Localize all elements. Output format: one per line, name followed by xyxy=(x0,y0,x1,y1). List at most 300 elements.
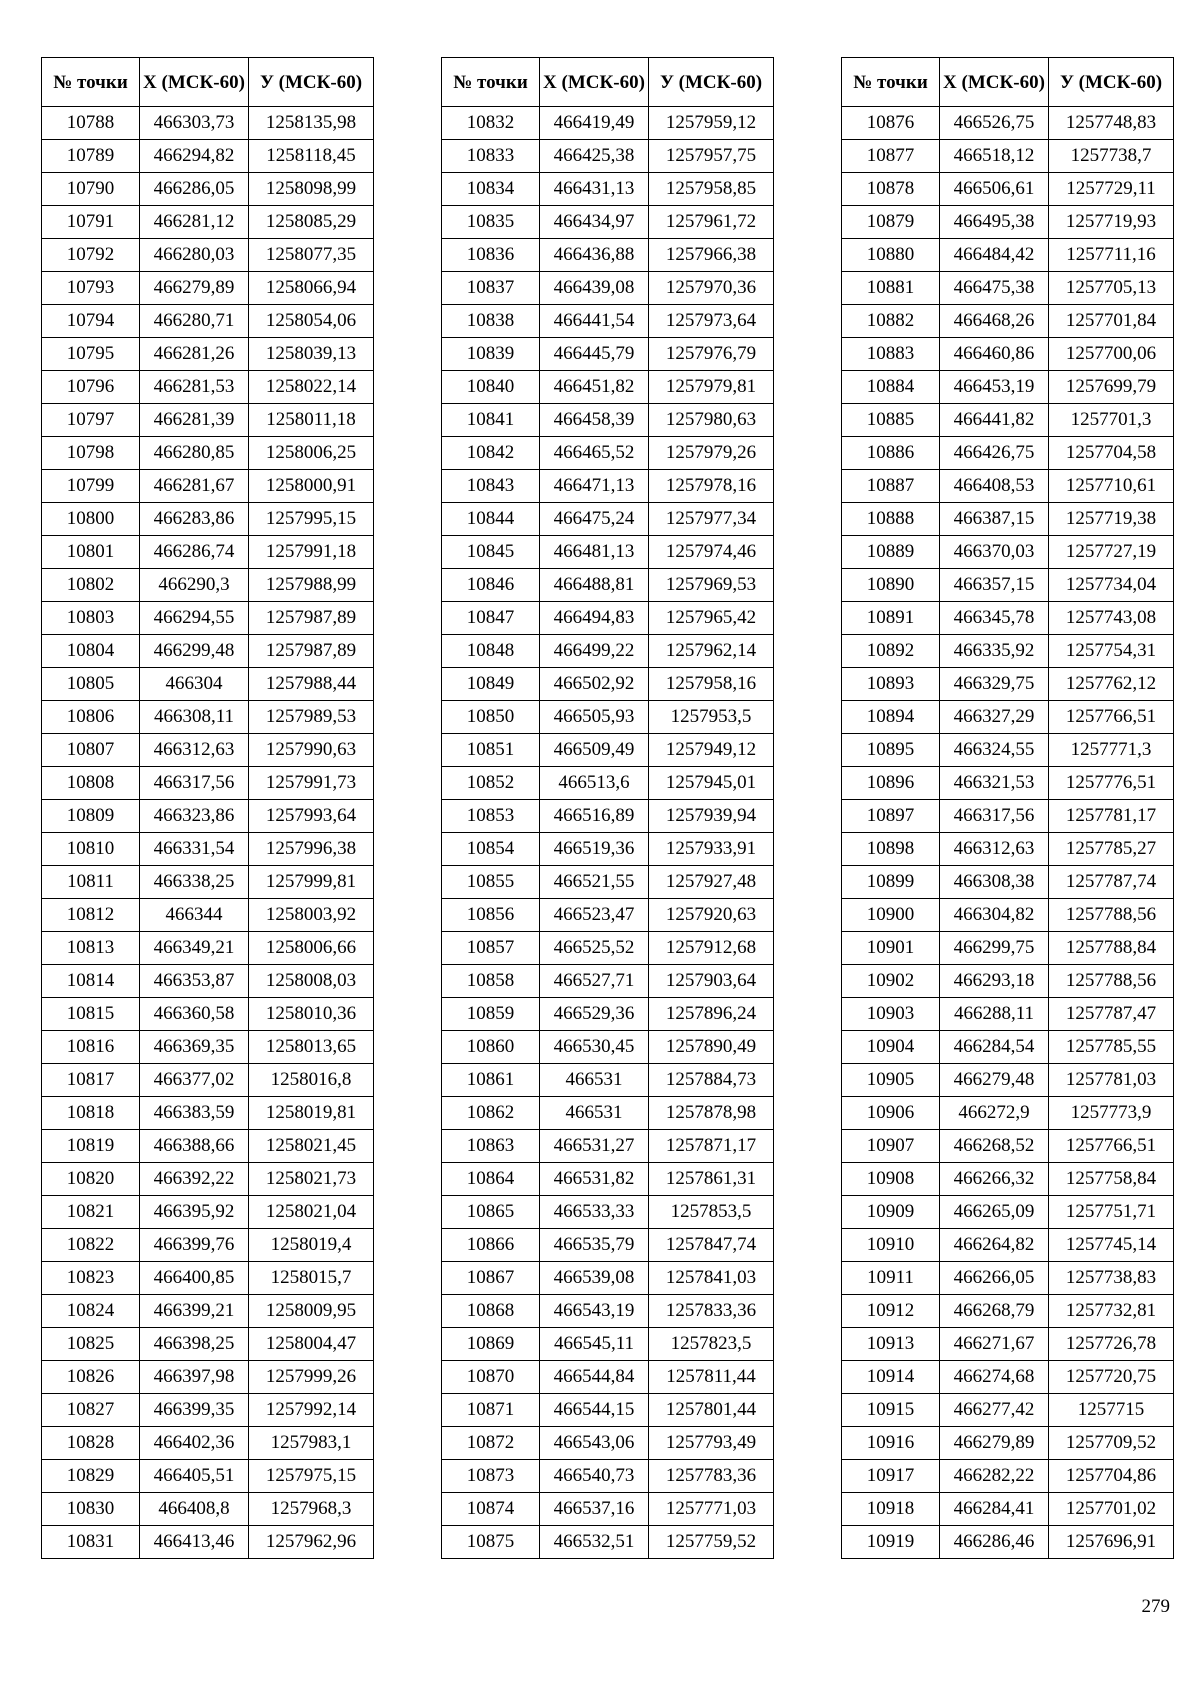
y-coordinate-cell: 1257999,26 xyxy=(249,1361,374,1394)
point-number-cell: 10882 xyxy=(842,305,940,338)
y-coordinate-cell: 1257853,5 xyxy=(649,1196,774,1229)
x-coordinate-cell: 466475,24 xyxy=(540,503,649,536)
y-coordinate-cell: 1257787,74 xyxy=(1049,866,1174,899)
point-number-cell: 10830 xyxy=(42,1493,140,1526)
y-coordinate-cell: 1257793,49 xyxy=(649,1427,774,1460)
x-coordinate-cell: 466539,08 xyxy=(540,1262,649,1295)
table-row xyxy=(442,1262,774,1295)
point-number-cell: 10908 xyxy=(842,1163,940,1196)
x-coordinate-cell: 466308,38 xyxy=(940,866,1049,899)
point-number-cell: 10904 xyxy=(842,1031,940,1064)
x-coordinate-cell: 466439,08 xyxy=(540,272,649,305)
coordinates-table-2 xyxy=(441,57,774,1559)
x-coordinate-cell: 466451,82 xyxy=(540,371,649,404)
table-row xyxy=(442,272,774,305)
point-number-cell: 10795 xyxy=(42,338,140,371)
y-coordinate-cell: 1258054,06 xyxy=(249,305,374,338)
point-number-cell: 10792 xyxy=(42,239,140,272)
header-point-number: № точки xyxy=(842,58,940,107)
y-coordinate-cell: 1257801,44 xyxy=(649,1394,774,1427)
y-coordinate-cell: 1258019,4 xyxy=(249,1229,374,1262)
y-coordinate-cell: 1257711,16 xyxy=(1049,239,1174,272)
y-coordinate-cell: 1258077,35 xyxy=(249,239,374,272)
y-coordinate-cell: 1257833,36 xyxy=(649,1295,774,1328)
table-row xyxy=(442,1493,774,1526)
y-coordinate-cell: 1257700,06 xyxy=(1049,338,1174,371)
table-row xyxy=(842,1394,1174,1427)
y-coordinate-cell: 1258006,66 xyxy=(249,932,374,965)
x-coordinate-cell: 466288,11 xyxy=(940,998,1049,1031)
point-number-cell: 10824 xyxy=(42,1295,140,1328)
y-coordinate-cell: 1257993,64 xyxy=(249,800,374,833)
table-row xyxy=(842,998,1174,1031)
y-coordinate-cell: 1257990,63 xyxy=(249,734,374,767)
y-coordinate-cell: 1257715 xyxy=(1049,1394,1174,1427)
table-row xyxy=(42,107,374,140)
table-row xyxy=(42,998,374,1031)
y-coordinate-cell: 1258118,45 xyxy=(249,140,374,173)
y-coordinate-cell: 1257704,86 xyxy=(1049,1460,1174,1493)
x-coordinate-cell: 466294,82 xyxy=(140,140,249,173)
x-coordinate-cell: 466441,82 xyxy=(940,404,1049,437)
point-number-cell: 10829 xyxy=(42,1460,140,1493)
y-coordinate-cell: 1257861,31 xyxy=(649,1163,774,1196)
table-row xyxy=(42,833,374,866)
point-number-cell: 10913 xyxy=(842,1328,940,1361)
table-row xyxy=(442,1196,774,1229)
point-number-cell: 10802 xyxy=(42,569,140,602)
point-number-cell: 10855 xyxy=(442,866,540,899)
y-coordinate-cell: 1257987,89 xyxy=(249,635,374,668)
y-coordinate-cell: 1257738,83 xyxy=(1049,1262,1174,1295)
point-number-cell: 10825 xyxy=(42,1328,140,1361)
point-number-cell: 10810 xyxy=(42,833,140,866)
point-number-cell: 10841 xyxy=(442,404,540,437)
point-number-cell: 10893 xyxy=(842,668,940,701)
y-coordinate-cell: 1258000,91 xyxy=(249,470,374,503)
y-coordinate-cell: 1257961,72 xyxy=(649,206,774,239)
point-number-cell: 10900 xyxy=(842,899,940,932)
table-row xyxy=(842,734,1174,767)
table-row xyxy=(842,1196,1174,1229)
table-row xyxy=(842,833,1174,866)
x-coordinate-cell: 466405,51 xyxy=(140,1460,249,1493)
point-number-cell: 10809 xyxy=(42,800,140,833)
point-number-cell: 10803 xyxy=(42,602,140,635)
table-row xyxy=(842,1097,1174,1130)
y-coordinate-cell: 1257788,56 xyxy=(1049,965,1174,998)
x-coordinate-cell: 466545,11 xyxy=(540,1328,649,1361)
x-coordinate-cell: 466321,53 xyxy=(940,767,1049,800)
x-coordinate-cell: 466327,29 xyxy=(940,701,1049,734)
x-coordinate-cell: 466274,68 xyxy=(940,1361,1049,1394)
table-row xyxy=(442,107,774,140)
table-row xyxy=(42,569,374,602)
table-row xyxy=(842,899,1174,932)
table-row xyxy=(442,998,774,1031)
point-number-cell: 10801 xyxy=(42,536,140,569)
x-coordinate-cell: 466436,88 xyxy=(540,239,649,272)
y-coordinate-cell: 1257965,42 xyxy=(649,602,774,635)
point-number-cell: 10894 xyxy=(842,701,940,734)
y-coordinate-cell: 1258098,99 xyxy=(249,173,374,206)
x-coordinate-cell: 466303,73 xyxy=(140,107,249,140)
x-coordinate-cell: 466431,13 xyxy=(540,173,649,206)
table-row xyxy=(42,371,374,404)
table-row xyxy=(42,1526,374,1559)
table-row xyxy=(42,734,374,767)
y-coordinate-cell: 1257758,84 xyxy=(1049,1163,1174,1196)
table-row xyxy=(442,1361,774,1394)
table-row xyxy=(442,1295,774,1328)
header-x-coordinate: Х (МСК-60) xyxy=(540,58,649,107)
x-coordinate-cell: 466531 xyxy=(540,1064,649,1097)
table-row xyxy=(42,1394,374,1427)
x-coordinate-cell: 466460,86 xyxy=(940,338,1049,371)
x-coordinate-cell: 466544,15 xyxy=(540,1394,649,1427)
table-header-row xyxy=(42,58,374,107)
table-row xyxy=(442,239,774,272)
x-coordinate-cell: 466281,12 xyxy=(140,206,249,239)
point-number-cell: 10799 xyxy=(42,470,140,503)
x-coordinate-cell: 466281,53 xyxy=(140,371,249,404)
y-coordinate-cell: 1257975,15 xyxy=(249,1460,374,1493)
point-number-cell: 10862 xyxy=(442,1097,540,1130)
y-coordinate-cell: 1257762,12 xyxy=(1049,668,1174,701)
y-coordinate-cell: 1258016,8 xyxy=(249,1064,374,1097)
x-coordinate-cell: 466304,82 xyxy=(940,899,1049,932)
y-coordinate-cell: 1257991,18 xyxy=(249,536,374,569)
x-coordinate-cell: 466543,06 xyxy=(540,1427,649,1460)
point-number-cell: 10850 xyxy=(442,701,540,734)
y-coordinate-cell: 1257811,44 xyxy=(649,1361,774,1394)
y-coordinate-cell: 1257754,31 xyxy=(1049,635,1174,668)
y-coordinate-cell: 1257973,64 xyxy=(649,305,774,338)
x-coordinate-cell: 466475,38 xyxy=(940,272,1049,305)
point-number-cell: 10857 xyxy=(442,932,540,965)
x-coordinate-cell: 466304 xyxy=(140,668,249,701)
point-number-cell: 10789 xyxy=(42,140,140,173)
table-row xyxy=(42,1229,374,1262)
table-row xyxy=(842,965,1174,998)
y-coordinate-cell: 1257841,03 xyxy=(649,1262,774,1295)
x-coordinate-cell: 466399,76 xyxy=(140,1229,249,1262)
table-row xyxy=(442,1031,774,1064)
x-coordinate-cell: 466281,26 xyxy=(140,338,249,371)
table-row xyxy=(442,899,774,932)
table-row xyxy=(842,800,1174,833)
table-row xyxy=(42,1328,374,1361)
point-number-cell: 10861 xyxy=(442,1064,540,1097)
x-coordinate-cell: 466529,36 xyxy=(540,998,649,1031)
point-number-cell: 10847 xyxy=(442,602,540,635)
x-coordinate-cell: 466453,19 xyxy=(940,371,1049,404)
y-coordinate-cell: 1258085,29 xyxy=(249,206,374,239)
table-row xyxy=(842,1064,1174,1097)
table-row xyxy=(42,1361,374,1394)
point-number-cell: 10916 xyxy=(842,1427,940,1460)
y-coordinate-cell: 1257976,79 xyxy=(649,338,774,371)
point-number-cell: 10807 xyxy=(42,734,140,767)
table-row xyxy=(442,1460,774,1493)
point-number-cell: 10871 xyxy=(442,1394,540,1427)
y-coordinate-cell: 1257970,36 xyxy=(649,272,774,305)
table-row xyxy=(442,305,774,338)
x-coordinate-cell: 466344 xyxy=(140,899,249,932)
point-number-cell: 10835 xyxy=(442,206,540,239)
y-coordinate-cell: 1257958,85 xyxy=(649,173,774,206)
table-row xyxy=(842,1460,1174,1493)
y-coordinate-cell: 1258021,45 xyxy=(249,1130,374,1163)
point-number-cell: 10886 xyxy=(842,437,940,470)
x-coordinate-cell: 466531 xyxy=(540,1097,649,1130)
y-coordinate-cell: 1257962,14 xyxy=(649,635,774,668)
x-coordinate-cell: 466395,92 xyxy=(140,1196,249,1229)
point-number-cell: 10817 xyxy=(42,1064,140,1097)
table-row xyxy=(442,1526,774,1559)
table-row xyxy=(42,767,374,800)
table-row xyxy=(842,701,1174,734)
x-coordinate-cell: 466317,56 xyxy=(940,800,1049,833)
point-number-cell: 10793 xyxy=(42,272,140,305)
x-coordinate-cell: 466543,19 xyxy=(540,1295,649,1328)
y-coordinate-cell: 1257766,51 xyxy=(1049,1130,1174,1163)
table-row xyxy=(42,1064,374,1097)
point-number-cell: 10852 xyxy=(442,767,540,800)
point-number-cell: 10796 xyxy=(42,371,140,404)
y-coordinate-cell: 1257788,56 xyxy=(1049,899,1174,932)
x-coordinate-cell: 466294,55 xyxy=(140,602,249,635)
point-number-cell: 10905 xyxy=(842,1064,940,1097)
x-coordinate-cell: 466286,74 xyxy=(140,536,249,569)
x-coordinate-cell: 466399,21 xyxy=(140,1295,249,1328)
point-number-cell: 10897 xyxy=(842,800,940,833)
point-number-cell: 10872 xyxy=(442,1427,540,1460)
point-number-cell: 10863 xyxy=(442,1130,540,1163)
y-coordinate-cell: 1257945,01 xyxy=(649,767,774,800)
x-coordinate-cell: 466434,97 xyxy=(540,206,649,239)
table-row xyxy=(442,602,774,635)
x-coordinate-cell: 466509,49 xyxy=(540,734,649,767)
table-row xyxy=(842,767,1174,800)
y-coordinate-cell: 1257771,03 xyxy=(649,1493,774,1526)
x-coordinate-cell: 466357,15 xyxy=(940,569,1049,602)
y-coordinate-cell: 1257701,84 xyxy=(1049,305,1174,338)
point-number-cell: 10839 xyxy=(442,338,540,371)
point-number-cell: 10866 xyxy=(442,1229,540,1262)
table-row xyxy=(42,140,374,173)
table-row xyxy=(442,1163,774,1196)
x-coordinate-cell: 466398,25 xyxy=(140,1328,249,1361)
table-row xyxy=(42,437,374,470)
point-number-cell: 10831 xyxy=(42,1526,140,1559)
x-coordinate-cell: 466397,98 xyxy=(140,1361,249,1394)
x-coordinate-cell: 466369,35 xyxy=(140,1031,249,1064)
table-row xyxy=(442,404,774,437)
x-coordinate-cell: 466280,03 xyxy=(140,239,249,272)
point-number-cell: 10820 xyxy=(42,1163,140,1196)
y-coordinate-cell: 1258021,04 xyxy=(249,1196,374,1229)
point-number-cell: 10877 xyxy=(842,140,940,173)
x-coordinate-cell: 466419,49 xyxy=(540,107,649,140)
table-row xyxy=(442,536,774,569)
x-coordinate-cell: 466535,79 xyxy=(540,1229,649,1262)
x-coordinate-cell: 466445,79 xyxy=(540,338,649,371)
point-number-cell: 10804 xyxy=(42,635,140,668)
table-row xyxy=(442,569,774,602)
x-coordinate-cell: 466286,46 xyxy=(940,1526,1049,1559)
x-coordinate-cell: 466277,42 xyxy=(940,1394,1049,1427)
table-row xyxy=(42,1295,374,1328)
y-coordinate-cell: 1257719,38 xyxy=(1049,503,1174,536)
point-number-cell: 10919 xyxy=(842,1526,940,1559)
table-row xyxy=(842,173,1174,206)
point-number-cell: 10848 xyxy=(442,635,540,668)
x-coordinate-cell: 466284,41 xyxy=(940,1493,1049,1526)
point-number-cell: 10814 xyxy=(42,965,140,998)
x-coordinate-cell: 466537,16 xyxy=(540,1493,649,1526)
table-row xyxy=(842,305,1174,338)
point-number-cell: 10838 xyxy=(442,305,540,338)
table-row xyxy=(842,569,1174,602)
y-coordinate-cell: 1258008,03 xyxy=(249,965,374,998)
point-number-cell: 10823 xyxy=(42,1262,140,1295)
y-coordinate-cell: 1257788,84 xyxy=(1049,932,1174,965)
table-row xyxy=(842,668,1174,701)
x-coordinate-cell: 466323,86 xyxy=(140,800,249,833)
table-row xyxy=(842,1328,1174,1361)
x-coordinate-cell: 466282,22 xyxy=(940,1460,1049,1493)
y-coordinate-cell: 1257903,64 xyxy=(649,965,774,998)
table-row xyxy=(42,1163,374,1196)
x-coordinate-cell: 466293,18 xyxy=(940,965,1049,998)
table-row xyxy=(442,1097,774,1130)
table-row xyxy=(842,437,1174,470)
x-coordinate-cell: 466383,59 xyxy=(140,1097,249,1130)
y-coordinate-cell: 1257884,73 xyxy=(649,1064,774,1097)
y-coordinate-cell: 1257776,51 xyxy=(1049,767,1174,800)
y-coordinate-cell: 1258011,18 xyxy=(249,404,374,437)
point-number-cell: 10828 xyxy=(42,1427,140,1460)
table-row xyxy=(42,602,374,635)
point-number-cell: 10868 xyxy=(442,1295,540,1328)
x-coordinate-cell: 466523,47 xyxy=(540,899,649,932)
x-coordinate-cell: 466525,52 xyxy=(540,932,649,965)
point-number-cell: 10881 xyxy=(842,272,940,305)
point-number-cell: 10902 xyxy=(842,965,940,998)
table-row xyxy=(42,932,374,965)
point-number-cell: 10914 xyxy=(842,1361,940,1394)
y-coordinate-cell: 1257748,83 xyxy=(1049,107,1174,140)
point-number-cell: 10819 xyxy=(42,1130,140,1163)
x-coordinate-cell: 466308,11 xyxy=(140,701,249,734)
header-x-coordinate: Х (МСК-60) xyxy=(940,58,1049,107)
point-number-cell: 10911 xyxy=(842,1262,940,1295)
point-number-cell: 10910 xyxy=(842,1229,940,1262)
y-coordinate-cell: 1257787,47 xyxy=(1049,998,1174,1031)
y-coordinate-cell: 1257785,27 xyxy=(1049,833,1174,866)
x-coordinate-cell: 466506,61 xyxy=(940,173,1049,206)
table-row xyxy=(42,305,374,338)
y-coordinate-cell: 1257969,53 xyxy=(649,569,774,602)
table-row xyxy=(42,866,374,899)
point-number-cell: 10790 xyxy=(42,173,140,206)
table-row xyxy=(442,173,774,206)
table-row xyxy=(842,536,1174,569)
table-row xyxy=(442,767,774,800)
x-coordinate-cell: 466271,67 xyxy=(940,1328,1049,1361)
x-coordinate-cell: 466468,26 xyxy=(940,305,1049,338)
y-coordinate-cell: 1257783,36 xyxy=(649,1460,774,1493)
point-number-cell: 10858 xyxy=(442,965,540,998)
x-coordinate-cell: 466531,82 xyxy=(540,1163,649,1196)
y-coordinate-cell: 1258009,95 xyxy=(249,1295,374,1328)
table-row xyxy=(442,140,774,173)
point-number-cell: 10815 xyxy=(42,998,140,1031)
table-row xyxy=(442,1427,774,1460)
y-coordinate-cell: 1257726,78 xyxy=(1049,1328,1174,1361)
table-row xyxy=(842,602,1174,635)
x-coordinate-cell: 466513,6 xyxy=(540,767,649,800)
table-row xyxy=(442,800,774,833)
x-coordinate-cell: 466279,89 xyxy=(940,1427,1049,1460)
table-row xyxy=(442,1064,774,1097)
point-number-cell: 10912 xyxy=(842,1295,940,1328)
table-row xyxy=(842,140,1174,173)
x-coordinate-cell: 466526,75 xyxy=(940,107,1049,140)
point-number-cell: 10915 xyxy=(842,1394,940,1427)
x-coordinate-cell: 466494,83 xyxy=(540,602,649,635)
x-coordinate-cell: 466266,05 xyxy=(940,1262,1049,1295)
table-row xyxy=(842,404,1174,437)
point-number-cell: 10869 xyxy=(442,1328,540,1361)
x-coordinate-cell: 466426,75 xyxy=(940,437,1049,470)
point-number-cell: 10822 xyxy=(42,1229,140,1262)
y-coordinate-cell: 1257709,52 xyxy=(1049,1427,1174,1460)
y-coordinate-cell: 1257766,51 xyxy=(1049,701,1174,734)
table-row xyxy=(442,470,774,503)
y-coordinate-cell: 1257823,5 xyxy=(649,1328,774,1361)
x-coordinate-cell: 466387,15 xyxy=(940,503,1049,536)
y-coordinate-cell: 1257962,96 xyxy=(249,1526,374,1559)
point-number-cell: 10895 xyxy=(842,734,940,767)
table-row xyxy=(842,272,1174,305)
x-coordinate-cell: 466425,38 xyxy=(540,140,649,173)
y-coordinate-cell: 1257890,49 xyxy=(649,1031,774,1064)
y-coordinate-cell: 1257732,81 xyxy=(1049,1295,1174,1328)
table-row xyxy=(442,206,774,239)
point-number-cell: 10906 xyxy=(842,1097,940,1130)
point-number-cell: 10851 xyxy=(442,734,540,767)
table-row xyxy=(42,800,374,833)
x-coordinate-cell: 466532,51 xyxy=(540,1526,649,1559)
point-number-cell: 10887 xyxy=(842,470,940,503)
point-number-cell: 10813 xyxy=(42,932,140,965)
point-number-cell: 10874 xyxy=(442,1493,540,1526)
point-number-cell: 10870 xyxy=(442,1361,540,1394)
x-coordinate-cell: 466540,73 xyxy=(540,1460,649,1493)
table-row xyxy=(842,1361,1174,1394)
y-coordinate-cell: 1257979,81 xyxy=(649,371,774,404)
x-coordinate-cell: 466283,86 xyxy=(140,503,249,536)
table-row xyxy=(842,1427,1174,1460)
point-number-cell: 10909 xyxy=(842,1196,940,1229)
table-header-row xyxy=(842,58,1174,107)
table-row xyxy=(842,107,1174,140)
point-number-cell: 10800 xyxy=(42,503,140,536)
table-row xyxy=(42,470,374,503)
point-number-cell: 10883 xyxy=(842,338,940,371)
